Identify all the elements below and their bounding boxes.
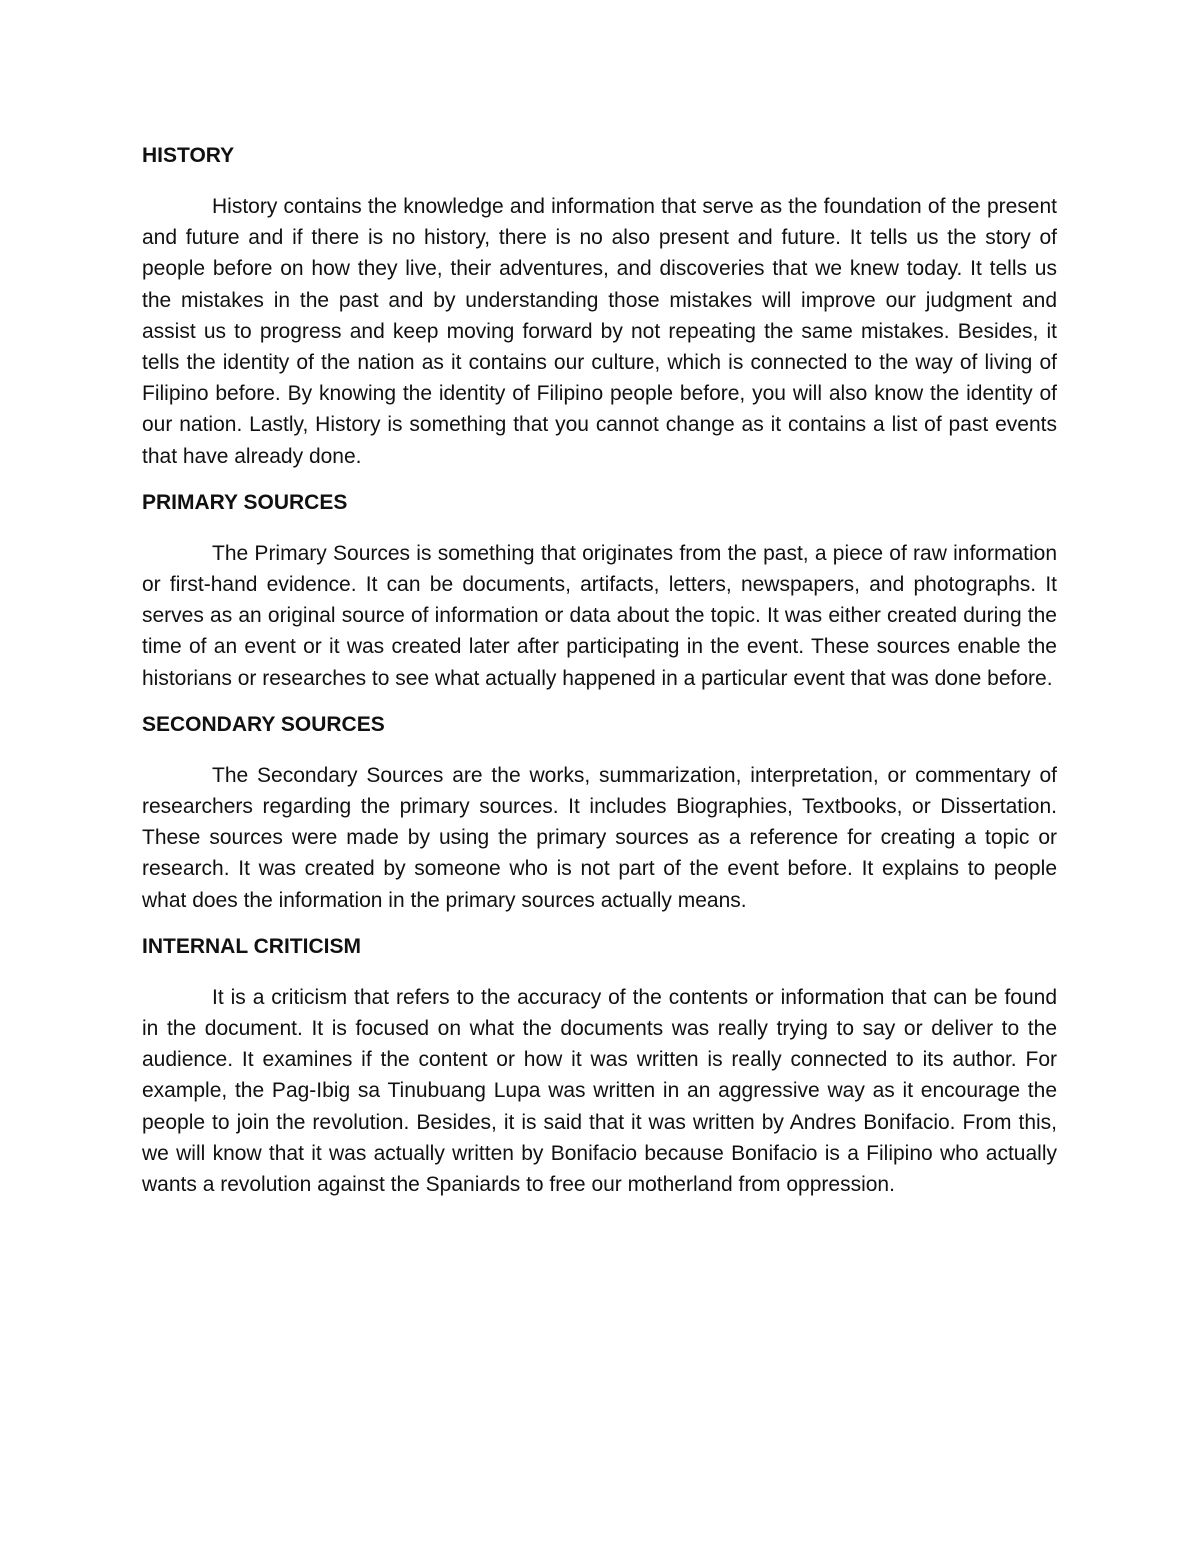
section-paragraph: It is a criticism that refers to the accuracy of the contents or information that can be found in the document. It is focused on what the documents was really trying to say or deliver to the audience. It examines if the content or how it was written is really connected to its author. For example, the Pag-Ibig sa Tinubuang Lupa was written in an aggressive way as it encourage the people to join the revolution. Besides, it is said that it was written by Andres Bonifacio. From this, we will know that it was actually written by Bonifacio because Bonifacio is a Filipino who actually wants a revolution against the Spaniards to free our motherland from oppression. bbox=[142, 985, 1057, 1197]
section-paragraph: History contains the knowledge and information that serve as the foundation of the present and future and if there is no history, there is no also present and future. It tells us the story of people before on how they live, their adventures, and discoveries that we knew today. It tells us the mistakes in the past and by understanding those mistakes will improve our judgment and assist us to progress and keep moving forward by not repeating the same mistakes. Besides, it tells the identity of the nation as it contains our culture, which is connected to the way of living of Filipino before. By knowing the identity of Filipino people before, you will also know the identity of our nation. Lastly, History is something that you cannot change as it contains a list of past events that have already done. bbox=[142, 195, 1057, 468]
section-heading: INTERNAL CRITICISM bbox=[142, 934, 361, 958]
document-page bbox=[142, 142, 1057, 1217]
section-heading: HISTORY bbox=[142, 144, 235, 167]
section-history bbox=[142, 142, 1057, 472]
section-paragraph: The Primary Sources is something that originates from the past, a piece of raw information or first-hand evidence. It can be documents, artifacts, letters, newspapers, and photographs. It serves as an original source of information or data about the topic. It was either created during the time of an event or it was created later after participating in the event. These sources enable the historians or researches to see what actually happened in a particular event that was done before. bbox=[142, 541, 1057, 690]
section-primary-sources bbox=[142, 489, 1057, 694]
section-paragraph: The Secondary Sources are the works, summarization, interpretation, or commentary of researchers regarding the primary sources. It includes Biographies, Textbooks, or Dissertation. These sources were made by using the primary sources as a reference for creating a topic or research. It was created by someone who is not part of the event before. It explains to people what does the information in the primary sources actually means. bbox=[142, 763, 1057, 912]
section-heading: PRIMARY SOURCES bbox=[142, 490, 348, 514]
section-secondary-sources bbox=[142, 711, 1057, 916]
section-internal-criticism bbox=[142, 933, 1057, 1200]
section-heading: SECONDARY SOURCES bbox=[142, 712, 385, 736]
